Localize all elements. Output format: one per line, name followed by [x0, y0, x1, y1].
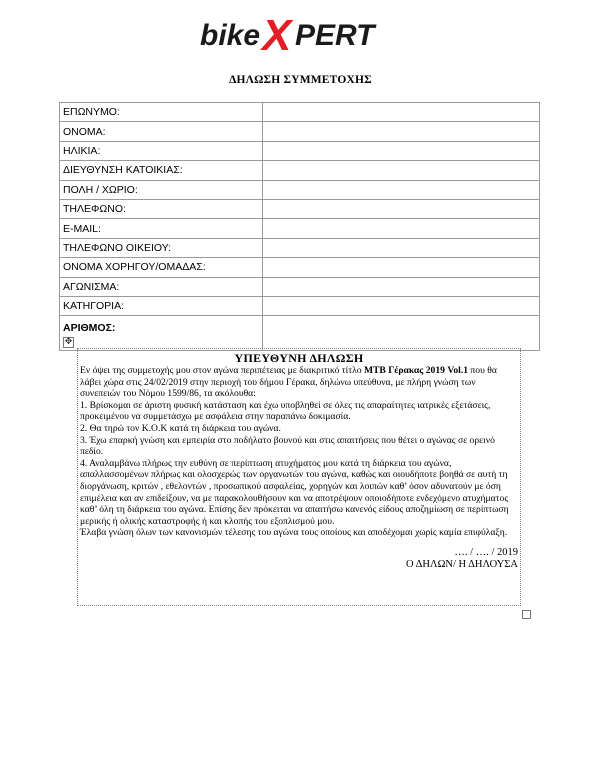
text-box-resize-handle[interactable]	[522, 610, 531, 619]
form-field-label: ΑΡΙΘΜΟΣ:	[60, 316, 263, 351]
bikexpert-logo	[198, 8, 403, 58]
participant-form	[59, 102, 540, 351]
form-field-value[interactable]	[263, 277, 540, 296]
form-row	[60, 161, 540, 180]
form-row	[60, 141, 540, 160]
form-field-label: ΕΠΩΝΥΜΟ:	[60, 103, 263, 122]
form-row	[60, 180, 540, 199]
form-row	[60, 122, 540, 141]
form-row	[60, 219, 540, 238]
declaration-intro: Εν όψει της συμμετοχής μου στον αγώνα περιπέτειας με διακριτικό τίτλο MTB Γέρακας 2019 Vol.1 που θα λάβει χώρα στις 24/02/2019 στην περιοχή του δήμου Γέρακα, δηλώνω υπεύθυνα, με πλήρη γνώση των συνεπειών του Νόμου 1599/86, τα ακόλουθα:	[80, 365, 497, 400]
form-field-value[interactable]	[263, 258, 540, 277]
declaration-item: 1. Βρίσκομαι σε άριστη φυσική κατάσταση και έχω υποβληθεί σε όλες τις απαραίτητες ιατρικές εξετάσεις, προκειμένου να συμμετάσχω με ασφάλεια στην παραπάνω δοκιμασία.	[80, 399, 491, 423]
form-field-label: ΟΝΟΜΑ:	[60, 122, 263, 141]
logo-text-pert: PERT	[295, 19, 375, 52]
form-field-value[interactable]	[263, 219, 540, 238]
form-field-value[interactable]	[263, 161, 540, 180]
form-field-label: ΗΛΙΚΙΑ:	[60, 141, 263, 160]
date-line: …. / …. / 2019	[454, 546, 518, 558]
form-field-label: ΠΟΛΗ / ΧΩΡΙΟ:	[60, 180, 263, 199]
declaration-item: 2. Θα τηρώ τον Κ.Ο.Κ κατά τη διάρκεια του αγώνα.	[80, 422, 281, 434]
declaration-heading: ΥΠΕΥΘΥΝΗ ΔΗΛΩΣΗ	[234, 351, 364, 365]
form-field-label: ΚΑΤΗΓΟΡΙΑ:	[60, 296, 263, 315]
form-field-label: E-MAIL:	[60, 219, 263, 238]
form-field-label: ΤΗΛΕΦΩΝΟ ΟΙΚΕΙΟΥ:	[60, 238, 263, 257]
form-field-value[interactable]	[263, 316, 540, 351]
declaration-item: 3. Έχω επαρκή γνώση και εμπειρία στο ποδήλατο βουνού και στις απαιτήσεις που θέτει ο αγώνας σε ορεινό πεδίο.	[80, 434, 495, 458]
form-field-value[interactable]	[263, 199, 540, 218]
form-field-label: ΑΓΩΝΙΣΜΑ:	[60, 277, 263, 296]
form-row	[60, 277, 540, 296]
logo-text-bike: bike	[200, 19, 261, 52]
form-field-value[interactable]	[263, 180, 540, 199]
form-field-label: ΤΗΛΕΦΩΝΟ:	[60, 199, 263, 218]
declaration-item: Έλαβα γνώση όλων των κανονισμών τέλεσης του αγώνα τους οποίους και αποδέχομαι χωρίς καμία επιφύλαξη.	[80, 527, 508, 539]
form-row	[60, 103, 540, 122]
declaration-box[interactable]	[77, 348, 521, 606]
form-row	[60, 316, 540, 351]
form-field-value[interactable]	[263, 122, 540, 141]
form-field-value[interactable]	[263, 296, 540, 315]
form-field-value[interactable]	[263, 238, 540, 257]
table-move-handle-icon[interactable]: ✥	[64, 337, 73, 347]
form-field-label: ΔΙΕΥΘΥΝΣΗ ΚΑΤΟΙΚΙΑΣ:	[60, 161, 263, 180]
page-title: ΔΗΛΩΣΗ ΣΥΜΜΕΤΟΧΗΣ	[229, 74, 372, 86]
form-row	[60, 296, 540, 315]
event-name: MTB Γέρακας 2019 Vol.1	[363, 365, 469, 376]
signer-label: Ο ΔΗΛΩΝ/ Η ΔΗΛΟΥΣΑ	[406, 558, 518, 570]
declaration-item: 4. Αναλαμβάνω πλήρως την ευθύνη σε περίπτωση ατυχήματος μου κατά τη διάρκεια του αγώνα, απαλλασσομένων πλήρως και ολοσχερώς των οργανωτών του αγώνα, καθώς και οιουδήποτε βοηθά σε αυτή τη διοργάνωση, κριτών , εθελοντών , προσωπικού ασφαλείας, χορηγών και λοιπών καθ’ όσον αδυνατούν με όση επιμέλεια και αν επιδείξουν, να με παρακολουθήσουν και να αποτρέψουν οποιοδήποτε ενδεχόμενο ατυχήματος καθ’ όλη τη διάρκεια του αγώνα. Επίσης δεν πρόκειται να απαιτήσω κανενός είδους αποζημίωση σε περίπτωση μερικής ή ολικής καταστροφής ή και κλοπής του εξοπλισμού μου.	[80, 457, 509, 527]
form-row	[60, 238, 540, 257]
form-field-value[interactable]	[263, 141, 540, 160]
form-row	[60, 199, 540, 218]
form-row	[60, 258, 540, 277]
form-field-label: ΟΝΟΜΑ ΧΟΡΗΓΟΥ/ΟΜΑΔΑΣ:	[60, 258, 263, 277]
logo-text-x: X	[262, 11, 292, 58]
form-field-value[interactable]	[263, 103, 540, 122]
